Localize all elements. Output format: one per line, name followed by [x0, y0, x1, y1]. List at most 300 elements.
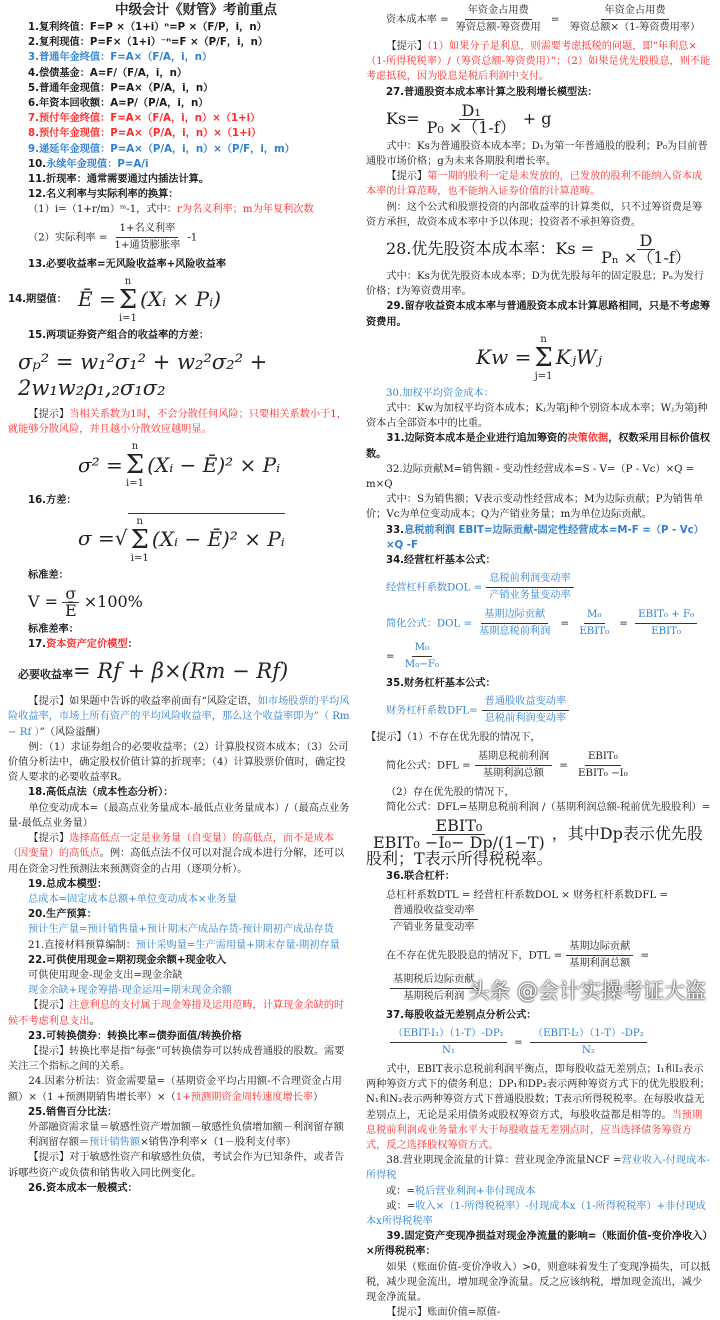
text-run: 例：（1）求证券组合的必要收益率；（2）计算股权资本成本；（3）公司价值分析法中，确定股权价值计算的折现率；（4）计算股票价值时，确定投资人要求的必要收益率R。 [8, 741, 349, 784]
text-run: 4.偿债基金：A=F/（F/A，i，n） [28, 67, 188, 79]
document-title: 中级会计《财管》考前重点 [115, 2, 277, 18]
text-run: 32.边际贡献 [386, 463, 444, 475]
sum-upper: n [540, 333, 547, 345]
paragraph [366, 139, 712, 169]
denominator: EBIT₀ [651, 626, 682, 638]
text-run: 39.固定资产变现净损益对现金净流量的影响=（账面价值-变价净收入）×所得税税率： [366, 1231, 708, 1258]
paragraph [8, 172, 354, 187]
paragraph [366, 169, 712, 199]
fraction [402, 640, 442, 673]
paragraph [8, 938, 354, 953]
sum-upper: n [131, 441, 139, 453]
denominator: P₀ ×（1-f） [426, 117, 516, 137]
paragraph [366, 785, 712, 800]
paragraph [8, 892, 354, 907]
denominator: 基期利润总额 [569, 957, 631, 969]
denominator: 筹资总额×（1-筹资费用率） [569, 22, 701, 33]
formula-summation [8, 441, 354, 489]
formula-fraction [366, 749, 712, 782]
paragraph [8, 1120, 354, 1135]
text-run: 36.联合杠杆： [386, 871, 455, 883]
fraction [475, 749, 552, 782]
text-run: 外部融资需求量＝敏感性资产增加额－敏感性负债增加额－利润留存额 [28, 1121, 344, 1133]
paragraph [8, 1181, 354, 1196]
text-run: ，权数采用目标价值权数。 [366, 433, 711, 460]
paragraph [8, 257, 354, 272]
text-run: 式中： [146, 204, 177, 216]
sigma-symbol [126, 441, 144, 489]
text-run: M=销售额 - 变动性经营成本=S - V=（P - Vc）×Q = m×Q [366, 463, 695, 491]
text-run: 。例：高低点法不仅可以对混合成本进行分解，还可以用在资金习性预测法来预测资金的占用（逐项分析）。 [8, 848, 345, 875]
equals-sign: = [616, 618, 632, 630]
denominator: 基期息税前利润 [479, 626, 551, 638]
paragraph [8, 1044, 354, 1074]
equals-sign: = [557, 618, 573, 630]
paragraph [8, 998, 354, 1028]
text-run: 【提示】 [28, 833, 70, 845]
text-run: 在不存在优先股股息的情况下，DTL = [386, 950, 563, 962]
fraction [486, 571, 574, 604]
numerator: 普通股收益变动率 [390, 903, 478, 920]
text-run: 1+预测期资金周转速度增长率 [175, 1091, 314, 1103]
numerator: M₀ [412, 640, 433, 657]
text-run: 8.预付年金现值：P=A×（P/A，i，n）×（1+i） [28, 128, 262, 140]
text-run: 式中，EBIT表示息税前利润平衡点，即每股收益无差别点；I₁和I₂表示两种筹资方式下的债务利息；DP₁和DP₂表示两种筹资方式下的优先股股利；N₁和N₂表示两种筹资方式下普通股股数；T表示所得税税率。在每股收益无差别点上，无论是采用债务或股权筹资方式，每股收益都是相等的。 [366, 1063, 710, 1121]
formula-body [128, 513, 285, 564]
text-run: 或：= [386, 1185, 415, 1197]
fraction [390, 972, 478, 1005]
text-run: （1）i=（1+r/m）ᵐ-1， [28, 204, 147, 216]
text-run: 息税前利润 EBIT=边际贡献-固定性经营成本=M-F =（P - Vc）×Q -F [386, 524, 704, 551]
text-run: 如市场股票的平均风险收益率，市场上所有资产的平均风险收益率，那么这个收益率即为”（ Rm − Rf ） [8, 696, 350, 738]
sum-upper: n [124, 275, 132, 287]
text-run: （2）实际利率 = [28, 232, 108, 244]
text-run: 19.总成本模型： [28, 878, 108, 890]
sum-lower: i=1 [118, 312, 137, 324]
paragraph [8, 1150, 354, 1180]
sum-lower: j=1 [534, 370, 553, 382]
fraction [390, 903, 478, 936]
paragraph [366, 869, 712, 884]
text-run: 资本资产定价模型 [46, 639, 128, 651]
fraction [453, 3, 544, 36]
text-run: 税后营业利润+非付现成本 [414, 1185, 536, 1197]
numerator: 息税前利润变动率 [486, 571, 574, 588]
fraction [62, 583, 80, 620]
text-run: 18.高低点法（成本性态分析）： [28, 787, 174, 799]
text-run: 选择高低点一定是业务量（自变量）的高低点，而不是成本（因变量）的高低点 [8, 833, 335, 860]
formula-fraction [366, 571, 712, 604]
text-run: 6.年资本回收额：A=P/（P/A，i，n） [28, 98, 209, 110]
formula-text: = Rf + β×(Rm − Rf) [73, 659, 289, 684]
numerator: EBIT₀ [432, 818, 485, 835]
formula-summation [366, 334, 712, 382]
formula-lhs: σ² = [78, 452, 123, 477]
text-run: 如果（账面价值-变价净收入）>0，则意味着发生了变现净损失，可以抵税，减少现金流出，增加现金净流量。反之应该纳税，增加现金流出，减少现金净流量。 [366, 1261, 711, 1303]
formula-summation [8, 276, 354, 324]
equals-sign: = [637, 950, 650, 962]
fraction [566, 939, 633, 972]
denominator: Ē [65, 600, 77, 620]
denominator: N₂ [581, 1044, 595, 1056]
numerator: 基期边际贡献 [566, 939, 633, 956]
text-run: 38.营业期现金流量的计算： [386, 1155, 515, 1167]
text-run: 25.销售百分比法： [28, 1106, 118, 1118]
paragraph [8, 801, 354, 831]
paragraph [8, 953, 354, 968]
paragraph [366, 401, 712, 431]
watermark: 头条 @会计实操考证大盗 [468, 978, 706, 1003]
equals-sign: = [510, 1037, 526, 1049]
paragraph [8, 785, 354, 800]
paragraph [8, 831, 354, 877]
text-run: 式中：Ks为优先股资本成本率；D为优先股每年的固定股息；Pₙ为发行价格；f为筹资费用率。 [366, 271, 704, 298]
equals-sign: = [547, 14, 563, 26]
text-run: 资金需要量=（基期资金平均占用额-不合理资金占用额）×（1 +预测期销售增长率）×（ [8, 1076, 342, 1103]
denominator: 息税前利润变动率 [484, 713, 567, 725]
paragraph [366, 1062, 712, 1153]
paragraph [366, 1199, 712, 1229]
paragraph [366, 1184, 712, 1199]
paragraph [8, 968, 354, 983]
text-run: 26.资本成本一般模式： [28, 1182, 138, 1194]
text-run: 经营杠杆系数DOL = [386, 582, 483, 594]
text-run: 预计销售额 [89, 1137, 141, 1149]
fraction [482, 694, 570, 727]
paragraph [8, 1074, 354, 1104]
fraction [370, 818, 548, 851]
denominator: EBIT₀ −I₀− Dp/(1−T) [373, 833, 545, 853]
text-run: 收入×（1-所得税税率）-付现成本x（1-所得税税率）+非付现成本x所得税税率 [366, 1200, 706, 1227]
paragraph [8, 983, 354, 998]
sigma-glyph: Σ [118, 284, 138, 315]
fraction [635, 607, 697, 640]
formula-summation [8, 513, 354, 564]
paragraph [366, 730, 712, 745]
text-run: 【提示】 [386, 171, 428, 183]
right-column [366, 0, 712, 1320]
paragraph [8, 328, 354, 343]
text-run: 29.留存收益资本成本率与普通股资本成本计算思路相同，只是不考虑筹资费用。 [366, 301, 711, 328]
formula-label: 14.期望值： [8, 294, 67, 306]
denominator: 筹资总额-筹资费用 [455, 22, 541, 33]
text-run: 注意利息的支付属于现金筹措及运用范畴，计算现金余缺的时候不考虑利息支出 [8, 1000, 345, 1027]
text-run: 。 [89, 1015, 100, 1027]
paragraph [8, 637, 354, 652]
fraction [598, 233, 694, 266]
text-run: 标准差： [28, 569, 69, 581]
text-run: 简化公式：DFL=基期息税前利润 /（基期利润总额-税前优先股股利）= [386, 801, 711, 813]
formula-fraction [366, 816, 712, 869]
text-run: 27.普通股资本成本率计算之股利增长模型法： [386, 86, 598, 98]
paragraph [366, 200, 712, 230]
paragraph [366, 269, 712, 299]
formula-lhs: Ē = [78, 287, 116, 312]
formula-fraction [8, 221, 354, 254]
text-run: 【提示】对于敏感性资产和敏感性负债，考试会作为已知条件，或者告诉哪些资产或负债和销售收入同比例变化。 [8, 1152, 345, 1179]
text-run: 永续年金现值：P=A/i [46, 158, 149, 170]
text-run: 决策依据 [567, 433, 609, 445]
text-run: 例：这个公式和股票投资的内部收益率的计算类似，只不过筹资费是筹资方承担，故资本成本率中予以体现；投资者不承担筹资费。 [366, 201, 703, 228]
numerator: EBIT₀ [585, 749, 621, 766]
text-run: -1 [187, 232, 198, 244]
text-run: 资本成本率 = [386, 14, 449, 26]
formula-body [123, 441, 280, 489]
text-run: 33. [386, 524, 405, 536]
fraction [111, 221, 183, 254]
paragraph [8, 1135, 354, 1150]
text-run: 或：= [386, 1200, 416, 1212]
text-run: 标准差率： [28, 623, 79, 635]
text-run: 1.复利终值：F=P ×（1+i）ⁿ=P ×（F/P，i，n） [28, 22, 267, 33]
formula-rhs: (Xᵢ − Ē)² × Pᵢ [151, 527, 285, 552]
formula-rhs: KⱼWⱼ [555, 345, 602, 370]
paragraph [366, 85, 712, 100]
text-run: r为名义利率；m为年复利次数 [176, 204, 314, 216]
paragraph [8, 66, 354, 81]
text-run: 【提示】 [28, 1000, 70, 1012]
text-run: 23.可转换债券：转换比率=债券面值/转换价格 [28, 1030, 242, 1042]
denominator: N₁ [441, 1044, 455, 1056]
paragraph [8, 96, 354, 111]
fraction [575, 749, 631, 782]
text-run: 第一期的股利一定是未发放的，已发放的股利不能纳入资本成本率的计算范畴，也不能纳入证券价值的计算范畴。 [366, 171, 703, 198]
numerator: 1+名义利率 [116, 221, 178, 238]
paragraph [8, 20, 354, 35]
text-run: 5.普通年金现值：P=A×（P/A，i，n） [28, 82, 214, 94]
numerator: EBIT₀ + F₀ [635, 607, 697, 624]
text-run: 单位变动成本=（最高点业务量成本-最低点业务量成本）/（最高点业务量-最低点业务量） [8, 802, 350, 829]
sigma-glyph: Σ [130, 524, 149, 555]
formula-fraction [366, 694, 712, 727]
denominator: 基期利润总额 [482, 767, 544, 779]
paragraph [8, 1105, 354, 1120]
fraction [424, 100, 519, 137]
text-run: 30.加权平均资金成本： [386, 387, 494, 399]
text-run: ，其中Dp表示优先股股利；T表示所得税税率。 [366, 824, 703, 869]
text-run: 【提示】转换比率是指“每张”可转换债券可以转成普通股的股数。需要关注三个指标之间的关系。 [8, 1045, 345, 1073]
sigma-symbol [119, 276, 137, 324]
sum-lower: i=1 [130, 552, 149, 564]
sigma-symbol [131, 516, 149, 564]
formula-label: 必要收益率 [18, 668, 73, 682]
paragraph [8, 694, 354, 740]
text-run: 营业收入-付现成本-所得税 [366, 1155, 710, 1182]
equals-sign: = [556, 760, 572, 772]
text-run: 3.普通年金终值：F=A×（F/A，i，n） [28, 52, 213, 64]
text-run: 【提示】如果题中告诉的收益率前面有“风险定语， [28, 696, 258, 708]
text-run: 10. [28, 158, 47, 170]
text-run: 式中：Kw为加权平均资本成本；Kⱼ为第j种个别资本成本率；Wⱼ为第j种资本占全部资本中的比重。 [366, 403, 708, 430]
numerator: 年资金占用费 [601, 3, 668, 20]
text-run: 13.必要收益率=无风险收益率+风险收益率 [28, 258, 227, 270]
paragraph [8, 202, 354, 217]
paragraph [366, 431, 712, 461]
left-column [8, 0, 354, 1196]
paragraph [8, 622, 354, 637]
paragraph [8, 126, 354, 141]
equals-sign: = [386, 651, 398, 663]
text-run: 总成本=固定成本总额+单位变动成本×业务量 [28, 893, 237, 905]
text-run: 9.递延年金现值：P=A×（P/A，i，n）×（P/F，i，m） [28, 143, 295, 155]
paragraph [8, 187, 354, 202]
sigma-glyph: Σ [534, 342, 553, 373]
text-run: 营业现金净流量NCF = [514, 1155, 622, 1167]
formula-body [116, 276, 221, 324]
formula-fraction [366, 3, 712, 36]
paragraph [8, 81, 354, 96]
paragraph [366, 1008, 712, 1023]
sigma-glyph: Σ [125, 450, 145, 481]
formula-fraction [366, 100, 712, 137]
paragraph [8, 740, 354, 786]
text-run: 20.生产预算： [28, 909, 97, 921]
text-run: 简化公式：DFL = [386, 760, 471, 772]
fraction [567, 3, 704, 36]
text-run: 35.财务杠杆基本公式： [386, 678, 496, 690]
text-run: 2.复利现值：P=F×（1+i）⁻ⁿ=F ×（P/F，i，n） [28, 37, 269, 49]
text-run: 式中：S为销售额；V表示变动性经营成本；M为边际贡献；P为销售单价；Vc为单位变动成本；Q为产销业务量；m为单位边际贡献。 [366, 494, 704, 521]
text-run: （2）存在优先股的情况下， [386, 786, 515, 798]
text-run: 15.两项证券资产组合的收益率的方差： [28, 329, 210, 341]
numerator: D₁ [459, 103, 484, 120]
text-run: Ks= [386, 108, 420, 128]
paragraph [8, 493, 354, 508]
paragraph [8, 35, 354, 50]
paragraph [366, 492, 712, 522]
sigma-symbol [534, 334, 552, 382]
text-run: 17. [28, 639, 47, 651]
text-run: 28.优先股资本成本率：Ks = [386, 239, 595, 259]
text-run: 31.边际资本成本是企业进行追加筹资的 [386, 433, 568, 445]
text-run: ”（风险溢酬） [39, 726, 106, 738]
denominator: 产销业务量变动率 [393, 921, 475, 933]
sum-upper: n [136, 515, 143, 527]
text-run: 现金余缺+现金筹措-现金运用=期末现金余额 [28, 985, 232, 997]
denominator: 基期税后利润 [403, 990, 465, 1002]
denominator: EBIT₀ [579, 626, 610, 638]
text-run: 11.折现率：通常需要通过内插法计算。 [28, 174, 210, 186]
fraction [576, 607, 612, 640]
paragraph [8, 568, 354, 583]
text-run: 22.可供使用现金=期初现金余额+现金收入 [28, 954, 227, 966]
formula-text: σₚ² = w₁²σ₁² + w₂²σ₂² + 2w₁w₂ρ₁,₂σ₁σ₂ [18, 350, 268, 401]
sqrt-sign: √ [114, 525, 128, 550]
paragraph [8, 157, 354, 172]
text-run: 预计采购量=生产需用量+期末存量-期初存量 [135, 939, 340, 951]
text-run: ×销售净利率×（1－股利支付率） [140, 1137, 297, 1149]
formula-fraction [366, 607, 712, 673]
numerator: 普通股收益变动率 [482, 694, 570, 711]
text-run: 34.经营杠杆基本公式： [386, 555, 496, 567]
denominator: M₀−F₀ [404, 659, 439, 671]
text-run: 【提示】 [386, 41, 428, 52]
paragraph [366, 1260, 712, 1306]
numerator: D [637, 233, 656, 250]
text-run: 24.因素分析法： [28, 1076, 106, 1088]
paragraph [366, 386, 712, 401]
text-run: ×100% [83, 591, 143, 611]
text-run: 【提示】 [28, 409, 70, 421]
formula-lhs: Kw = [476, 345, 532, 370]
fraction [476, 607, 553, 640]
text-run: 式中：Ks为普通股资本成本率；D₁为第一年普通股的股利；P₀为目前普通股市场价格；g为未来各期股利增长率。 [366, 140, 708, 168]
numerator: 年资金占用费 [465, 3, 532, 20]
denominator: 1+通货膨胀率 [114, 239, 181, 251]
denominator: EBIT₀ −I₀ [578, 767, 628, 779]
fraction [390, 1026, 507, 1059]
text-run: + g [522, 108, 552, 128]
text-run: V = [28, 591, 59, 611]
text-run: 37.每股收益无差别点分析公式： [386, 1009, 537, 1021]
formula-rhs: (Xᵢ − Ē)² × Pᵢ [147, 452, 281, 477]
denominator: Pₙ ×（1-f） [601, 248, 691, 268]
formula-body [531, 334, 601, 382]
text-run: 7.预付年金终值：F=A×（F/A，i，n）×（1+i） [28, 113, 261, 125]
paragraph [366, 462, 712, 492]
text-run: 【提示】账面价值=原值- [386, 1307, 501, 1319]
paragraph [8, 407, 354, 437]
paragraph [366, 800, 712, 815]
formula [18, 349, 354, 401]
paragraph [366, 523, 712, 553]
text-run: 财务杠杆系数DFL= [386, 705, 478, 717]
numerator: 基期息税前利润 [475, 749, 552, 766]
text-run: 当相关系数为1时，不会分散任何风险；只要相关系数小于1，就能够分散风险，并且越小分散效应越明显。 [8, 409, 347, 436]
paragraph [366, 1153, 712, 1183]
paragraph [8, 1029, 354, 1044]
text-run: 【提示】（1）不存在优先股的情况下， [366, 732, 541, 744]
paragraph [8, 877, 354, 892]
text-run: ） [313, 1091, 324, 1103]
formula-fraction [366, 1026, 712, 1059]
text-run: 21.直接材料预算编制： [28, 939, 136, 951]
formula-rhs: (Xᵢ × Pᵢ) [140, 287, 221, 312]
text-run: 简化公式：DOL = [386, 618, 472, 630]
text-run: 16.方差： [28, 495, 77, 507]
text-run: 可供使用现金-现金支出=现金余缺 [28, 969, 183, 981]
paragraph [366, 676, 712, 691]
formula-lhs: σ = [78, 525, 115, 550]
paragraph [8, 142, 354, 157]
text-run: 利润留存额＝ [28, 1137, 90, 1149]
text-run: （1）如果分子是利息，则需要考虑抵税的问题，即“年利息×（1-所得税税率）/（筹资总额-筹资费用）”；（2）如果是优先股股息，则不能考虑抵税，因为股息是税后利润中支付。 [366, 41, 711, 83]
text-run: 预计生产量=预计销售量+预计期末产成品存货-预计期初产成品存货 [28, 924, 334, 936]
sum-lower: i=1 [126, 478, 144, 490]
denominator: 产销业务量变动率 [489, 590, 571, 602]
paragraph [8, 922, 354, 937]
formula-fraction [8, 583, 354, 620]
formula-fraction [366, 233, 712, 266]
paragraph [366, 299, 712, 329]
text-run: 12.名义利率与实际利率的换算： [28, 189, 179, 201]
text-run: 当预期息税前利润或业务量水平大于每股收益无差别点时，应当选择债务筹资方式，反之选择股权筹资方式。 [366, 1109, 703, 1151]
formula-fraction [366, 888, 712, 936]
paragraph [366, 39, 712, 85]
numerator: 基期税后边际贡献 [390, 972, 478, 989]
numerator: （EBIT-I₂）（1-T）-DP₂ [530, 1026, 647, 1043]
paragraph [366, 1229, 712, 1259]
numerator: σ [62, 586, 79, 603]
formula [18, 658, 354, 688]
paragraph [366, 553, 712, 568]
numerator: M₀ [584, 607, 605, 624]
text-run: ： [127, 639, 138, 651]
fraction [530, 1026, 647, 1059]
text-run: 总杠杆系数DTL = 经营杠杆系数DOL × 财务杠杆系数DFL = [386, 889, 668, 901]
numerator: 基期边际贡献 [481, 607, 548, 624]
paragraph [8, 50, 354, 65]
